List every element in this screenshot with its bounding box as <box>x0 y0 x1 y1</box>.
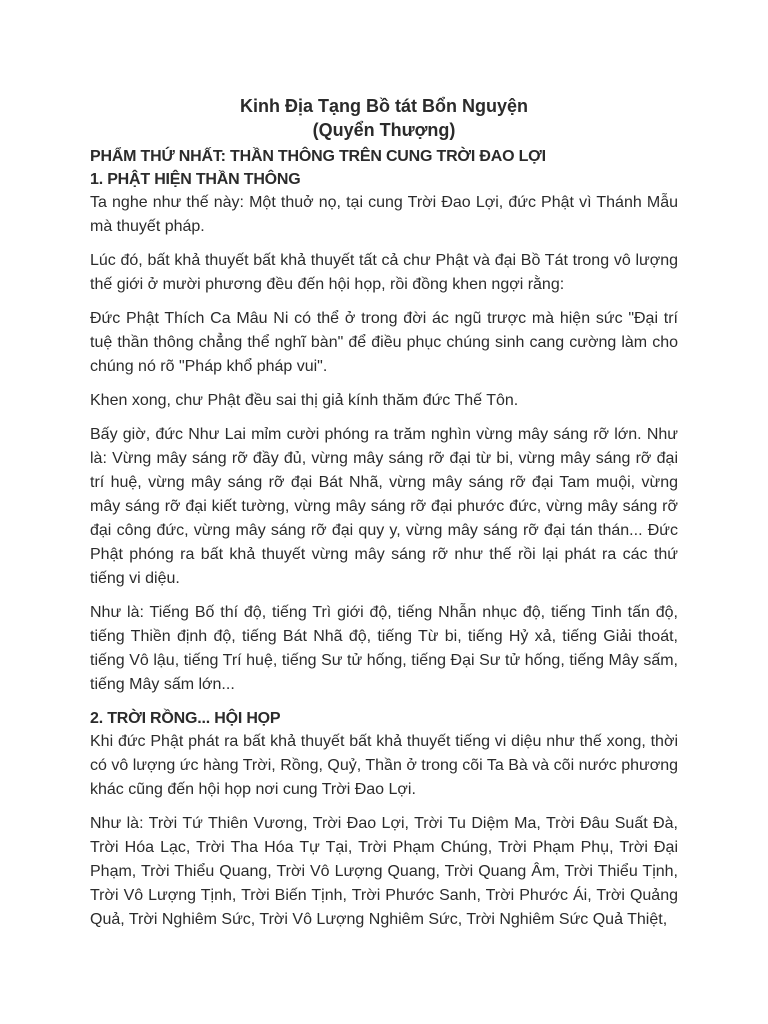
section-heading-2: 2. TRỜI RỒNG... HỘI HỌP <box>90 710 281 727</box>
document-title: Kinh Địa Tạng Bồ tát Bổn Nguyện <box>240 96 528 116</box>
paragraph: Khen xong, chư Phật đều sai thị giả kính thăm đức Thế Tôn. <box>90 392 519 409</box>
paragraph: Như là: Tiếng Bố thí độ, tiếng Trì giới độ, tiếng Nhẫn nhục độ, tiếng Tinh tấn độ, tiếng Thiền định độ, tiếng Bát Nhã độ, tiếng Từ bi, tiếng Hỷ xả, tiếng Giải thoát, tiếng Vô lậu, tiếng Trí huệ, tiếng Sư tử hống, tiếng Đại Sư tử hống, tiếng Mây sấm, tiếng Mây sấm lớn... <box>90 604 678 693</box>
section-heading-1: 1. PHẬT HIỆN THẦN THÔNG <box>90 171 301 188</box>
document-subtitle: (Quyển Thượng) <box>312 120 456 140</box>
paragraph: Bấy giờ, đức Như Lai mỉm cười phóng ra trăm nghìn vừng mây sáng rỡ lớn. Như là: Vừng mây sáng rỡ đầy đủ, vừng mây sáng rỡ đại từ bi, vừng mây sáng rỡ đại trí huệ, vừng mây sáng rỡ đại Bát Nhã, vừng mây sáng rỡ đại Tam muội, vừng mây sáng rỡ đại kiết tường, vừng mây sáng rỡ đại phước đức, vừng mây sáng rỡ đại công đức, vừng mây sáng rỡ đại quy y, vừng mây sáng rỡ đại tán thán... Đức Phật phóng ra bất khả thuyết vừng mây sáng rỡ như thế rồi lại phát ra các thứ tiếng vi diệu. <box>90 426 678 587</box>
chapter-heading: PHẨM THỨ NHẤT: THẦN THÔNG TRÊN CUNG TRỜI ĐAO LỢI <box>90 148 546 165</box>
paragraph: Ta nghe như thế này: Một thuở nọ, tại cung Trời Đao Lợi, đức Phật vì Thánh Mẫu mà thuyết pháp. <box>90 194 678 235</box>
paragraph: Lúc đó, bất khả thuyết bất khả thuyết tất cả chư Phật và đại Bồ Tát trong vô lượng thế giới ở mười phương đều đến hội họp, rồi đồng khen ngợi rằng: <box>90 252 678 293</box>
paragraph: Như là: Trời Tứ Thiên Vương, Trời Đao Lợi, Trời Tu Diệm Ma, Trời Đâu Suất Đà, Trời Hóa Lạc, Trời Tha Hóa Tự Tại, Trời Phạm Chúng, Trời Phạm Phụ, Trời Đại Phạm, Trời Thiểu Quang, Trời Vô Lượng Quang, Trời Quang Âm, Trời Thiểu Tịnh, Trời Vô Lượng Tịnh, Trời Biến Tịnh, Trời Phước Sanh, Trời Phước Ái, Trời Quảng Quả, Trời Nghiêm Sức, Trời Vô Lượng Nghiêm Sức, Trời Nghiêm Sức Quả Thiệt, <box>90 815 678 928</box>
paragraph: Khi đức Phật phát ra bất khả thuyết bất khả thuyết tiếng vi diệu như thế xong, thời có vô lượng ức hàng Trời, Rồng, Quỷ, Thần ở trong cõi Ta Bà và cõi nước phương khác cũng đến hội họp nơi cung Trời Đao Lợi. <box>90 733 678 798</box>
paragraph: Đức Phật Thích Ca Mâu Ni có thể ở trong đời ác ngũ trược mà hiện sức "Đại trí tuệ thần thông chẳng thể nghĩ bàn" để điều phục chúng sinh cang cường làm cho chúng nó rõ "Pháp khổ pháp vui". <box>90 310 678 375</box>
